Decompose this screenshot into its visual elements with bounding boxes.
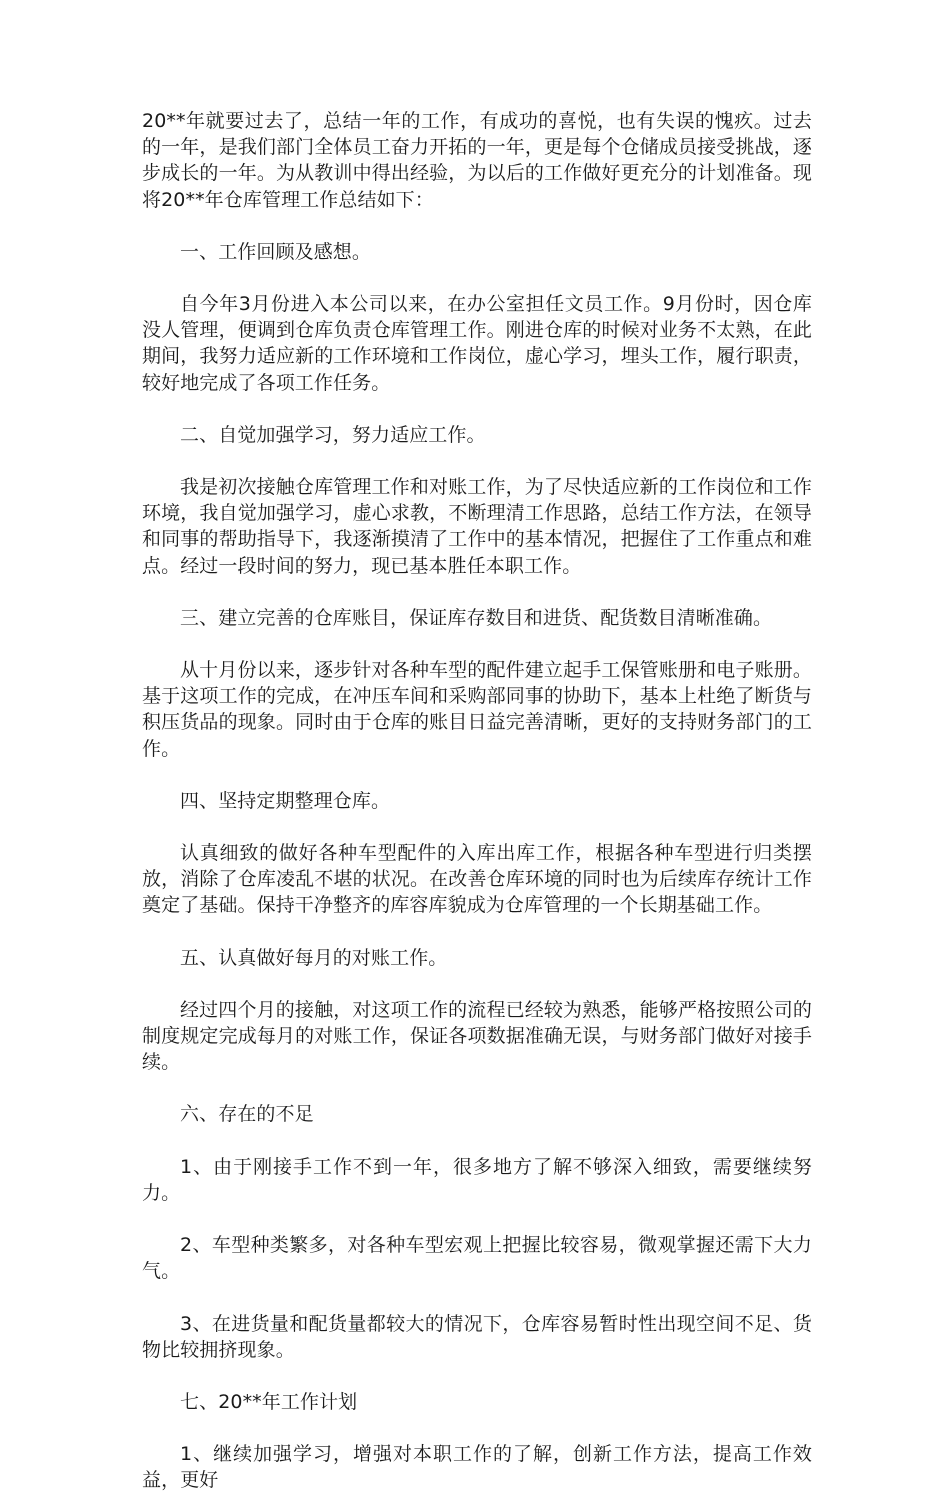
paragraph-spacer	[142, 919, 812, 945]
paragraph: 我是初次接触仓库管理工作和对账工作，为了尽快适应新的工作岗位和工作环境，我自觉加强学习，虚心求教，不断理清工作思路，总结工作方法，在领导和同事的帮助指导下，我逐渐摸清了工作中的基本情况，把握住了工作重点和难点。经过一段时间的努力，现已基本胜任本职工作。	[142, 476, 812, 577]
list-item: 2、车型种类繁多，对各种车型宏观上把握比较容易，微观掌握还需下大力气。	[142, 1234, 812, 1283]
document-text-column	[142, 108, 812, 1494]
paragraph: 自今年3月份进入本公司以来，在办公室担任文员工作。9月份时，因仓库没人管理，便调到仓库负责仓库管理工作。刚进仓库的时候对业务不太熟，在此期间，我努力适应新的工作环境和工作岗位，虚心学习，埋头工作，履行职责，较好地完成了各项工作任务。	[142, 293, 812, 394]
paragraph-spacer	[142, 213, 812, 239]
paragraph-spacer	[142, 762, 812, 788]
paragraph-spacer	[142, 579, 812, 605]
paragraph-spacer	[142, 1363, 812, 1389]
paragraph: 认真细致的做好各种车型配件的入库出库工作，根据各种车型进行归类摆放，消除了仓库凌乱不堪的状况。在改善仓库环境的同时也为后续库存统计工作奠定了基础。保持干净整齐的库容库貌成为仓库管理的一个长期基础工作。	[142, 842, 812, 917]
section-heading: 四、坚持定期整理仓库。	[180, 789, 391, 812]
paragraph: 从十月份以来，逐步针对各种车型的配件建立起手工保管账册和电子账册。基于这项工作的完成，在冲压车间和采购部同事的协助下，基本上杜绝了断货与积压货品的现象。同时由于仓库的账目日益完善清晰，更好的支持财务部门的工作。	[142, 659, 812, 760]
section-heading: 二、自觉加强学习，努力适应工作。	[180, 423, 486, 446]
paragraph-spacer	[142, 1128, 812, 1154]
paragraph-spacer	[142, 814, 812, 840]
paragraph-spacer	[142, 1075, 812, 1101]
section-heading: 七、20**年工作计划	[180, 1390, 358, 1413]
paragraph: 经过四个月的接触，对这项工作的流程已经较为熟悉，能够严格按照公司的制度规定完成每月的对账工作，保证各项数据准确无误，与财务部门做好对接手续。	[142, 998, 812, 1074]
section-heading: 三、建立完善的仓库账目，保证库存数目和进货、配货数目清晰准确。	[180, 606, 773, 629]
paragraph: 3、在进货量和配货量都较大的情况下，仓库容易暂时性出现空间不足、货物比较拥挤现象。	[142, 1312, 812, 1361]
list-item: 1、由于刚接手工作不到一年，很多地方了解不够深入细致，需要继续努力。	[142, 1155, 812, 1204]
paragraph-spacer	[142, 448, 812, 474]
section-heading: 六、存在的不足	[180, 1103, 314, 1126]
list-item: 1、继续加强学习，增强对本职工作的了解，创新工作方法，提高工作效益，更好	[142, 1443, 812, 1492]
paragraph-spacer	[142, 1285, 812, 1311]
paragraph: 20**年就要过去了，总结一年的工作，有成功的喜悦，也有失误的愧疚。过去的一年，是我们部门全体员工奋力开拓的一年，更是每个仓储成员接受挑战，逐步成长的一年。为从教训中得出经验，为以后的工作做好更充分的计划准备。现将20**年仓库管理工作总结如下：	[142, 110, 812, 211]
paragraph-spacer	[142, 396, 812, 422]
section-heading: 五、认真做好每月的对账工作。	[180, 946, 448, 969]
paragraph-spacer	[142, 1415, 812, 1441]
paragraph-spacer	[142, 265, 812, 291]
section-heading: 一、工作回顾及感想。	[180, 240, 372, 263]
paragraph-spacer	[142, 1206, 812, 1232]
paragraph-spacer	[142, 631, 812, 657]
paragraph-spacer	[142, 971, 812, 997]
